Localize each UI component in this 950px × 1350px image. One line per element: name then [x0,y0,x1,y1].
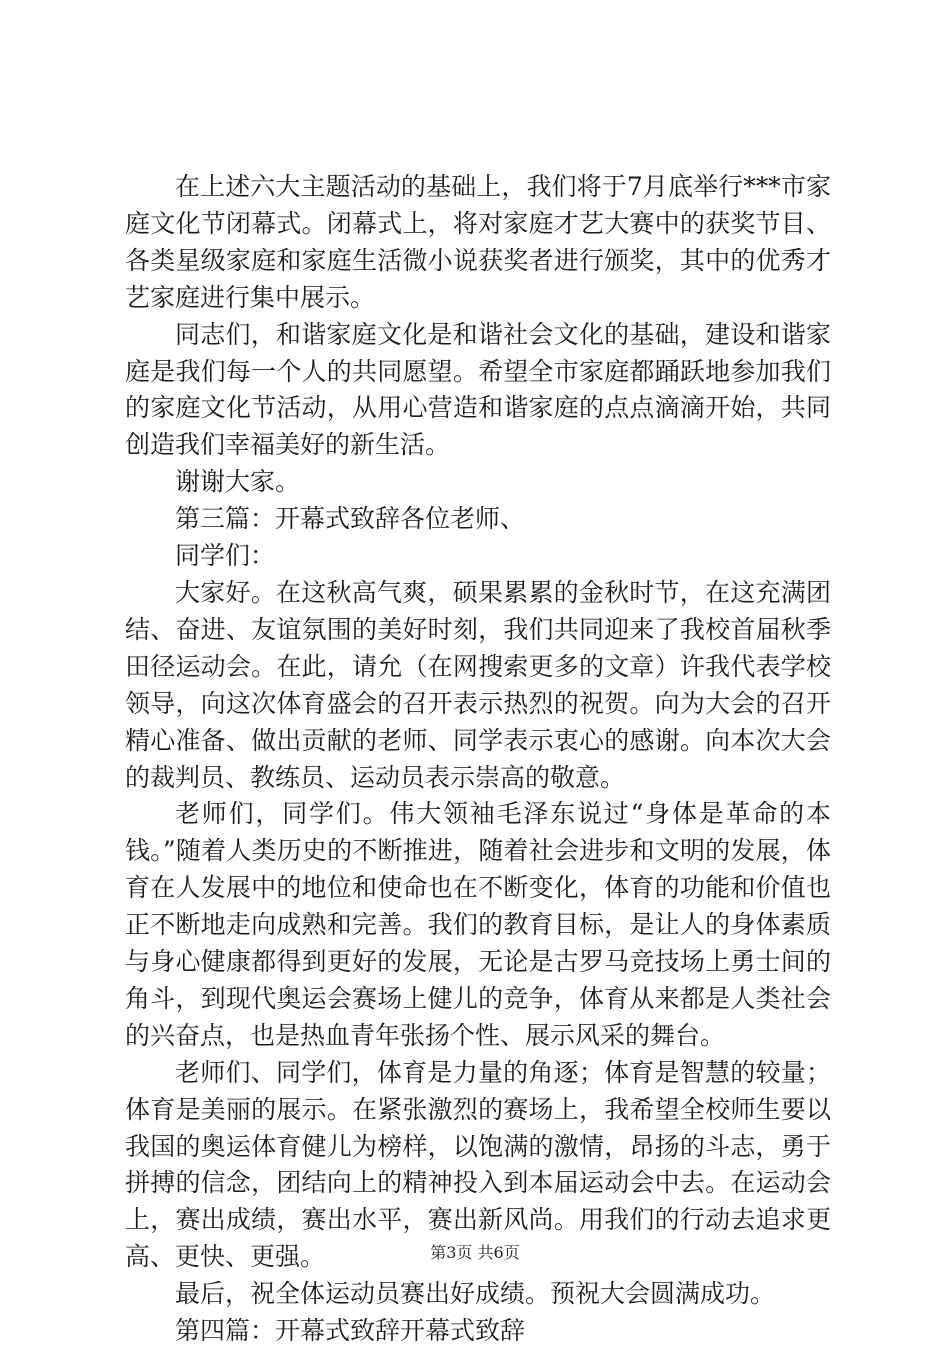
paragraph-sports-meaning: 老师们，同学们。伟大领袖毛泽东说过“身体是革命的本钱。”随着人类历史的不断推进，随着社会进步和文明的发展，体育在人发展中的地位和使命也在不断变化，体育的功能和价值也正不断地走向成熟和完善。我们的教育目标，是让人的身体素质与身心健康都得到更好的发展，无论是古罗马竞技场上勇士间的角斗，到现代奥运会赛场上健儿的竞争，体育从来都是人类社会的兴奋点，也是热血青年张扬个性、展示风采的舞台。 [125,799,831,1050]
paragraph-harmonious-family: 同志们，和谐家庭文化是和谐社会文化的基础，建设和谐家庭是我们每一个人的共同愿望。希望全市家庭都踊跃地参加我们的家庭文化节活动，从用心营造和谐家庭的点点滴滴开始，共同创造我们幸福美好的新生活。 [125,319,831,460]
section-heading-part-four: 第四篇：开幕式致辞开幕式致辞 [175,1316,526,1346]
paragraph-sports-spirit: 老师们、同学们，体育是力量的角逐；体育是智慧的较量；体育是美丽的展示。在紧张激烈的赛场上，我希望全校师生要以我国的奥运体育健儿为榜样，以饱满的激情，昂扬的斗志，勇于拼搏的信念，团结向上的精神投入到本届运动会中去。在运动会上，赛出成绩，赛出水平，赛出新风尚。用我们的行动去追求更高、更快、更强。 [125,1057,831,1272]
page-number-footer: 第3页 共6页 [430,1243,520,1262]
document-body [125,169,831,1350]
section-heading-part-three: 第三篇：开幕式致辞各位老师、 [175,504,526,534]
paragraph-final-wishes: 最后，祝全体运动员赛出好成绩。预祝大会圆满成功。 [175,1279,776,1309]
paragraph-thanks: 谢谢大家。 [175,467,301,497]
paragraph-closing-ceremony: 在上述六大主题活动的基础上，我们将于7月底举行***市家庭文化节闭幕式。闭幕式上，将对家庭才艺大赛中的获奖节目、各类星级家庭和家庭生活微小说获奖者进行颁奖，其中的优秀才艺家庭进行集中展示。 [125,172,831,312]
paragraph-welcome: 大家好。在这秋高气爽，硕果累累的金秋时节，在这充满团结、奋进、友谊氛围的美好时刻，我们共同迎来了我校首届秋季田径运动会。在此，请允（在网搜索更多的文章）许我代表学校领导，向这次体育盛会的召开表示热烈的祝贺。向为大会的召开精心准备、做出贡献的老师、同学表示衷心的感谢。向本次大会的裁判员、教练员、运动员表示崇高的敬意。 [125,577,831,792]
paragraph-salutation: 同学们： [175,541,276,571]
